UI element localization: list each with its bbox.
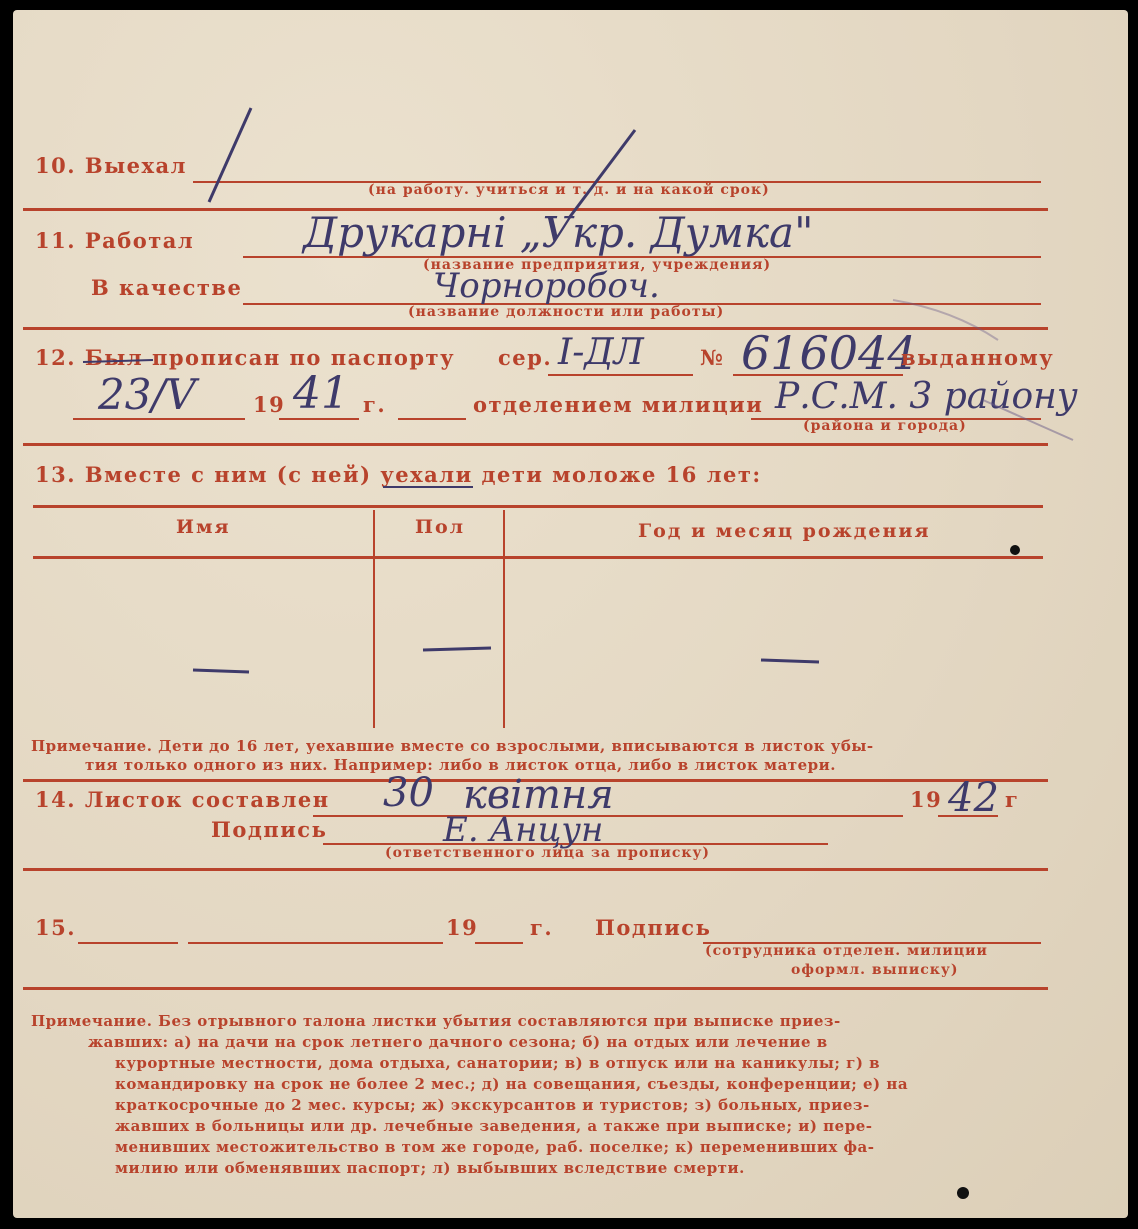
item15-signature-label: Подпись bbox=[595, 915, 712, 940]
punch-hole bbox=[1010, 545, 1020, 555]
compiled-month-handwritten: квітня bbox=[463, 772, 614, 818]
police-dept-handwritten: Р.С.М. 3 району bbox=[775, 376, 1078, 417]
note2-line-3: курортные местности, дома отдыха, санатории; в) в отпуск или на каникулы; г) в bbox=[115, 1054, 881, 1072]
item10-caption: (на работу. учиться и т. д. и на какой срок) bbox=[368, 182, 770, 198]
dash-mark bbox=[423, 648, 491, 650]
compiled-year-handwritten: 42 bbox=[948, 775, 999, 821]
strike-through bbox=[83, 360, 153, 362]
police-dept-label: отделением милиции bbox=[473, 392, 764, 417]
as-label: В качестве bbox=[91, 275, 243, 300]
item15-year-suffix: г. bbox=[530, 915, 554, 940]
item15-year-prefix: 19 bbox=[446, 915, 479, 940]
note2-text: Без отрывного талона листки убытия составляются при выписке приез- bbox=[158, 1012, 841, 1030]
strike-slash bbox=[569, 130, 635, 218]
signature-caption: (ответственного лица за прописку) bbox=[385, 845, 711, 861]
note2-line-6: жавших в больницы или др. лечебные заведения, а также при выписке; и) пере- bbox=[115, 1117, 873, 1135]
issue-date-handwritten: 23/V bbox=[98, 370, 196, 419]
item14-label: 14. Листок составлен bbox=[35, 787, 330, 812]
note2-line-2: жавших: а) на дачи на срок летнего дачного сезона; б) на отдых или лечение в bbox=[88, 1033, 828, 1051]
note1-text-1: Дети до 16 лет, уехавшие вместе со взрослыми, вписываются в листок убы- bbox=[158, 737, 874, 755]
item11-label: 11. Работал bbox=[35, 228, 195, 253]
issue-year-suffix: г. bbox=[363, 392, 387, 417]
series-label: сер. bbox=[498, 345, 553, 370]
item11-caption: (название предприятия, учреждения) bbox=[423, 257, 772, 273]
column-header-birth: Год и месяц рождения bbox=[638, 520, 931, 542]
issued-label: выданному bbox=[901, 345, 1055, 370]
compiled-year-prefix: 19 bbox=[910, 787, 943, 812]
dash-mark bbox=[193, 670, 249, 672]
compiled-year-suffix: г bbox=[1005, 787, 1020, 812]
number-label: № bbox=[700, 345, 725, 370]
issue-year-handwritten: 41 bbox=[293, 368, 349, 419]
item15-caption-2: оформл. выписку) bbox=[791, 962, 959, 978]
column-header-sex: Пол bbox=[415, 516, 466, 538]
faint-stamp-mark bbox=[893, 300, 998, 340]
note1-title: Примечание. bbox=[31, 737, 153, 755]
note2-title: Примечание. bbox=[31, 1012, 153, 1030]
item10-label: 10. Выехал bbox=[35, 153, 187, 178]
number-handwritten: 616044 bbox=[741, 326, 917, 380]
strike-slash bbox=[209, 108, 251, 202]
note2-line-7: менивших местожительство в том же городе, раб. поселке; к) переменивших фа- bbox=[115, 1138, 875, 1156]
handwritten-strokes bbox=[13, 10, 1128, 1218]
issue-year-prefix: 19 bbox=[253, 392, 286, 417]
position-handwritten: Чорноробоч. bbox=[433, 266, 660, 306]
punch-hole bbox=[957, 1187, 969, 1199]
item12-caption: (района и города) bbox=[803, 418, 967, 434]
dash-mark bbox=[761, 660, 819, 662]
compiled-day-handwritten: 30 bbox=[383, 770, 434, 816]
note2-line-8: милию или обменявших паспорт; л) выбывших вследствие смерти. bbox=[115, 1159, 745, 1177]
faint-stamp-mark bbox=[983, 400, 1073, 440]
signature-handwritten: Е. Анцун bbox=[443, 810, 604, 850]
item13-label: 13. Вместе с ним (с ней) уехали дети моложе 16 лет: bbox=[35, 462, 762, 487]
series-handwritten: I-ДЛ bbox=[558, 332, 644, 373]
as-caption: (название должности или работы) bbox=[408, 304, 725, 320]
item15-caption-1: (сотрудника отделен. милиции bbox=[705, 943, 988, 959]
item12-label: 12. Был прописан по паспорту bbox=[35, 345, 456, 370]
item15-label: 15. bbox=[35, 915, 77, 940]
note1-text-2: тия только одного из них. Например: либо в листок отца, либо в листок матери. bbox=[85, 756, 836, 774]
column-header-name: Имя bbox=[176, 516, 231, 538]
note2-line-5: краткосрочные до 2 мес. курсы; ж) экскурсантов и туристов; з) больных, приез- bbox=[115, 1096, 870, 1114]
departure-form-sheet bbox=[13, 10, 1128, 1218]
workplace-handwritten: Друкарні „Укр. Думка" bbox=[303, 208, 814, 257]
note2-line-4: командировку на срок не более 2 мес.; д) на совещания, съезды, конференции; е) на bbox=[115, 1075, 909, 1093]
signature-label: Подпись bbox=[211, 817, 328, 842]
